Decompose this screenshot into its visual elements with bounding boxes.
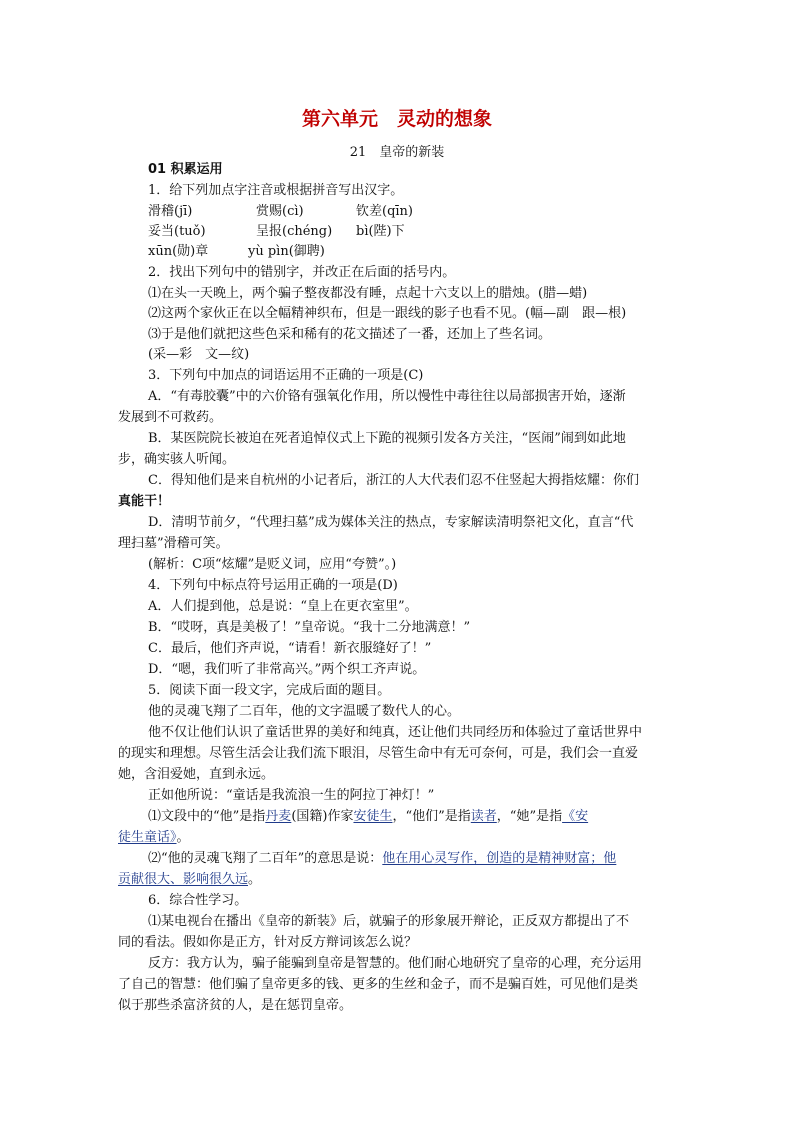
q5-paragraph-3: 正如他所说：“童话是我流浪一生的阿拉丁神灯！” xyxy=(148,788,435,803)
q1-item: 滑稽(jī) xyxy=(148,204,193,219)
q5-subquestion-1 xyxy=(148,808,588,826)
q4-option-d: D．“嗯，我们听了非常高兴。”两个织工齐声说。 xyxy=(148,662,426,677)
q1-item: xūn(勋)章 xyxy=(148,244,209,259)
q2-sentence-3-answer: (采—彩 文—纹) xyxy=(148,347,250,362)
q5-paragraph-2-end: 她，含泪爱她，直到永远。 xyxy=(118,767,275,782)
q6-paragraph-1: ⑴某电视台在播出《皇帝的新装》后，就骗子的形象展开辩论，正反双方都提出了不 xyxy=(148,914,630,929)
q4-stem: 4．下列句中标点符号运用正确的一项是(D) xyxy=(148,578,398,593)
unit-title: 第六单元 灵动的想象 xyxy=(301,108,492,130)
q1-item: 赏赐(cì) xyxy=(256,204,304,219)
q1-item: 呈报(chéng) xyxy=(256,224,333,239)
q5-subquestion-2-cont xyxy=(118,871,261,889)
q1-row2 xyxy=(148,223,446,241)
text: 。 xyxy=(248,872,262,887)
q2-stem: 2．找出下列句中的错别字，并改正在后面的括号内。 xyxy=(148,265,456,280)
q5-paragraph-2-cont: 的现实和理想。尽管生活会让我们流下眼泪，尽管生命中有无可奈何，可是，我们会一直爱 xyxy=(118,746,639,761)
answer: 徒生童话》 xyxy=(118,830,177,845)
text: (国籍)作家 xyxy=(291,809,354,824)
q3-stem: 3．下列句中加点的词语运用不正确的一项是(C) xyxy=(148,368,424,383)
q3-analysis: (解析：C项“炫耀”是贬义词，应用“夸赞”。) xyxy=(148,557,397,572)
q3-option-b: B．某医院院长被迫在死者追悼仪式上下跪的视频引发各方关注，“医闹”闹到如此地 xyxy=(148,431,626,446)
q3-option-c: C．得知他们是来自杭州的小记者后，浙江的人大代表们忍不住竖起大拇指炫耀：你们 xyxy=(148,473,639,488)
q3-option-d: D．清明节前夕，“代理扫墓”成为媒体关注的热点，专家解读清明祭祀文化，直言“代 xyxy=(148,515,634,530)
q1-stem: 1．给下列加点字注音或根据拼音写出汉字。 xyxy=(148,183,404,198)
q6-paragraph-2-cont: 了自己的智慧：他们骗了皇帝更多的钱、更多的生丝和金子，而不是骗百姓，可见他们是类 xyxy=(118,977,639,992)
q5-stem: 5．阅读下面一段文字，完成后面的题目。 xyxy=(148,683,391,698)
answer: 读者 xyxy=(470,809,497,824)
q2-sentence-3: ⑶于是他们就把这些色采和稀有的花文描述了一番，还加上了些名词。 xyxy=(148,327,552,342)
q3-option-a: A．“有毒胶囊”中的六价铬有强氧化作用，所以慢性中毒往往以局部损害开始，逐渐 xyxy=(148,389,626,404)
answer: 安徒生 xyxy=(353,809,393,824)
answer: 贡献很大、影响很久远 xyxy=(118,872,249,887)
q3-option-b-cont: 步，确实骇人听闻。 xyxy=(118,452,236,467)
lesson-title: 21 皇帝的新装 xyxy=(349,145,445,160)
q5-subquestion-1-cont xyxy=(118,829,190,847)
q1-item: 妥当(tuǒ) xyxy=(148,224,206,239)
q5-subquestion-2 xyxy=(148,850,616,868)
q6-paragraph-2-end: 似于那些杀富济贫的人，是在惩罚皇帝。 xyxy=(118,998,353,1013)
q3-option-c-cont: 真能干！ xyxy=(118,494,171,509)
answer: 他在用心灵写作，创造的是精神财富；他 xyxy=(382,851,617,866)
text: ，“她”是指 xyxy=(496,809,563,824)
text: ，“他们”是指 xyxy=(392,809,471,824)
q1-item: 钦差(qīn) xyxy=(356,204,413,219)
q1-item: yù pìn(御聘) xyxy=(248,244,325,259)
q1-row1 xyxy=(148,203,446,221)
q3-option-a-cont: 发展到不可救药。 xyxy=(118,410,223,425)
answer: 丹麦 xyxy=(265,809,292,824)
text: ⑴文段中的“他”是指 xyxy=(148,809,266,824)
q6-paragraph-1-cont: 同的看法。假如你是正方，针对反方辩词该怎么说？ xyxy=(118,935,418,950)
answer: 《安 xyxy=(562,809,589,824)
q6-stem: 6．综合性学习。 xyxy=(148,893,248,908)
text: ⑵“他的灵魂飞翔了二百年”的意思是说： xyxy=(148,851,383,866)
q4-option-b: B．“哎呀，真是美极了！”皇帝说。“我十二分地满意！” xyxy=(148,620,471,635)
q1-item: bì(陛)下 xyxy=(356,224,405,239)
q6-paragraph-2: 反方：我方认为，骗子能骗到皇帝是智慧的。他们耐心地研究了皇帝的心理，充分运用 xyxy=(148,956,643,971)
q2-sentence-2: ⑵这两个家伙正在以全幅精神织布，但是一跟线的影子也看不见。(幅—副 跟—根) xyxy=(148,306,627,321)
q4-option-a: A．人们提到他，总是说：“皇上在更衣室里”。 xyxy=(148,599,418,614)
q5-paragraph-1: 他的灵魂飞翔了二百年，他的文字温暖了数代人的心。 xyxy=(148,704,461,719)
q5-paragraph-2: 他不仅让他们认识了童话世界的美好和纯真，还让他们共同经历和体验过了童话世界中 xyxy=(148,725,643,740)
q3-option-d-cont: 理扫墓”滑稽可笑。 xyxy=(118,536,229,551)
q2-sentence-1: ⑴在头一天晚上，两个骗子整夜都没有睡，点起十六支以上的腊烛。(腊—蜡) xyxy=(148,286,588,301)
section-heading: 01 积累运用 xyxy=(148,162,223,177)
q1-row3 xyxy=(148,243,348,261)
text: 。 xyxy=(176,830,190,845)
q4-option-c: C．最后，他们齐声说，“请看！新衣服缝好了！” xyxy=(148,641,432,656)
